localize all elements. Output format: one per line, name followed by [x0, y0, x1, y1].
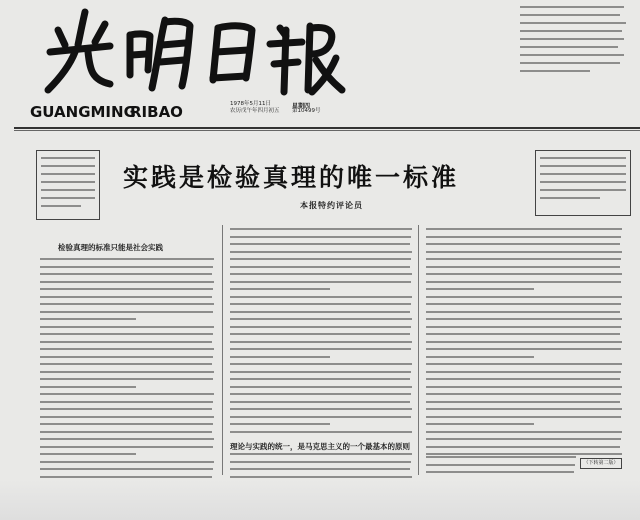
text-line	[230, 341, 412, 343]
text-line	[230, 273, 412, 275]
editor-note-box	[36, 150, 100, 220]
text-line	[230, 453, 412, 455]
text-line	[230, 356, 330, 358]
issue-number: 第10499号	[292, 108, 321, 114]
text-line	[40, 281, 214, 283]
text-line	[426, 333, 620, 335]
text-line	[426, 363, 622, 365]
text-line	[230, 408, 412, 410]
text-line	[520, 38, 624, 40]
issue-date: 1978年5月11日	[230, 101, 271, 107]
text-line	[40, 311, 213, 313]
text-line	[40, 423, 213, 425]
masthead-roman-part2: RIBAO	[130, 103, 183, 121]
text-line	[40, 401, 213, 403]
text-line	[40, 393, 214, 395]
text-line	[230, 236, 411, 238]
text-line	[230, 476, 412, 478]
article-headline: 实践是检验真理的唯一标准	[123, 163, 460, 192]
text-line	[426, 273, 622, 275]
text-line	[230, 468, 410, 470]
text-line	[40, 371, 214, 373]
text-line	[40, 356, 213, 358]
text-line	[230, 251, 412, 253]
text-line	[520, 22, 626, 24]
text-line	[426, 456, 576, 458]
text-line	[40, 333, 213, 335]
text-line	[40, 288, 213, 290]
text-line	[40, 258, 214, 260]
text-line	[40, 378, 213, 380]
text-line	[40, 431, 212, 433]
article-byline: 本报特约评论员	[300, 201, 363, 210]
side-note-box	[535, 150, 631, 216]
text-line	[230, 266, 410, 268]
text-line	[426, 236, 621, 238]
text-line	[40, 468, 213, 470]
text-line	[426, 471, 574, 473]
text-line	[230, 371, 411, 373]
text-line	[230, 326, 411, 328]
text-line	[40, 438, 214, 440]
text-line	[40, 446, 213, 448]
text-line	[230, 423, 330, 425]
page-bottom-margin	[0, 480, 640, 520]
text-line	[230, 431, 412, 433]
text-line	[230, 393, 411, 395]
text-line	[230, 288, 330, 290]
text-line	[426, 423, 534, 425]
text-line	[520, 14, 620, 16]
text-line	[230, 461, 411, 463]
text-line	[426, 401, 620, 403]
text-line	[426, 464, 575, 466]
text-line	[230, 303, 411, 305]
text-line	[426, 446, 620, 448]
text-line	[40, 296, 212, 298]
text-line	[40, 326, 214, 328]
masthead-rule-thin	[14, 130, 640, 131]
text-line	[520, 62, 620, 64]
text-line	[40, 476, 212, 478]
top-right-text-block	[520, 0, 630, 80]
column-rule	[222, 225, 223, 475]
masthead-roman-part1: GUANGMING	[30, 103, 136, 121]
article-subheading-1: 检验真理的标准只能是社会实践	[58, 243, 163, 252]
issue-weekday: 星期四	[292, 103, 311, 110]
text-line	[230, 363, 412, 365]
text-line	[40, 386, 136, 388]
text-line	[230, 258, 411, 260]
text-line	[40, 363, 212, 365]
text-line	[230, 416, 411, 418]
text-line	[426, 326, 621, 328]
text-line	[426, 408, 622, 410]
masthead-calligraphy	[30, 0, 350, 100]
text-line	[426, 228, 622, 230]
text-line	[426, 393, 621, 395]
text-line	[426, 378, 620, 380]
text-line	[230, 296, 412, 298]
text-line	[40, 461, 214, 463]
text-line	[426, 453, 622, 455]
text-line	[520, 70, 590, 72]
text-line	[40, 416, 214, 418]
text-line	[230, 348, 411, 350]
text-line	[426, 348, 621, 350]
text-line	[426, 371, 621, 373]
article-subheading-2: 理论与实践的统一，是马克思主义的一个最基本的原则	[230, 442, 410, 451]
text-line	[230, 333, 410, 335]
text-line	[40, 348, 214, 350]
text-line	[230, 311, 410, 313]
text-line	[426, 386, 622, 388]
text-line	[520, 54, 624, 56]
text-line	[520, 46, 618, 48]
text-line	[40, 408, 212, 410]
text-line	[426, 251, 622, 253]
text-line	[426, 318, 622, 320]
column-rule	[418, 225, 419, 475]
text-line	[230, 378, 410, 380]
text-line	[40, 341, 212, 343]
text-line	[230, 386, 412, 388]
text-line	[40, 318, 136, 320]
text-line	[230, 243, 410, 245]
text-line	[230, 318, 412, 320]
text-line	[40, 453, 136, 455]
text-line	[426, 438, 621, 440]
text-line	[426, 288, 534, 290]
text-line	[426, 296, 622, 298]
text-line	[426, 341, 622, 343]
text-line	[426, 281, 621, 283]
text-line	[40, 266, 213, 268]
text-line	[426, 356, 534, 358]
text-line	[230, 281, 411, 283]
text-line	[426, 416, 621, 418]
text-line	[230, 401, 410, 403]
issue-lunar-date: 农历戊午年四月初五	[230, 108, 280, 114]
masthead-rule	[14, 127, 640, 129]
text-line	[426, 431, 622, 433]
text-line	[426, 258, 621, 260]
text-line	[40, 303, 214, 305]
text-line	[426, 243, 620, 245]
text-line	[426, 303, 621, 305]
text-line	[520, 30, 622, 32]
text-line	[40, 273, 212, 275]
masthead-logo-icon	[30, 0, 350, 100]
text-line	[230, 228, 412, 230]
text-line	[426, 266, 620, 268]
text-line	[426, 311, 620, 313]
text-line	[520, 6, 624, 8]
continued-marker: （下转第二版）	[580, 458, 622, 469]
